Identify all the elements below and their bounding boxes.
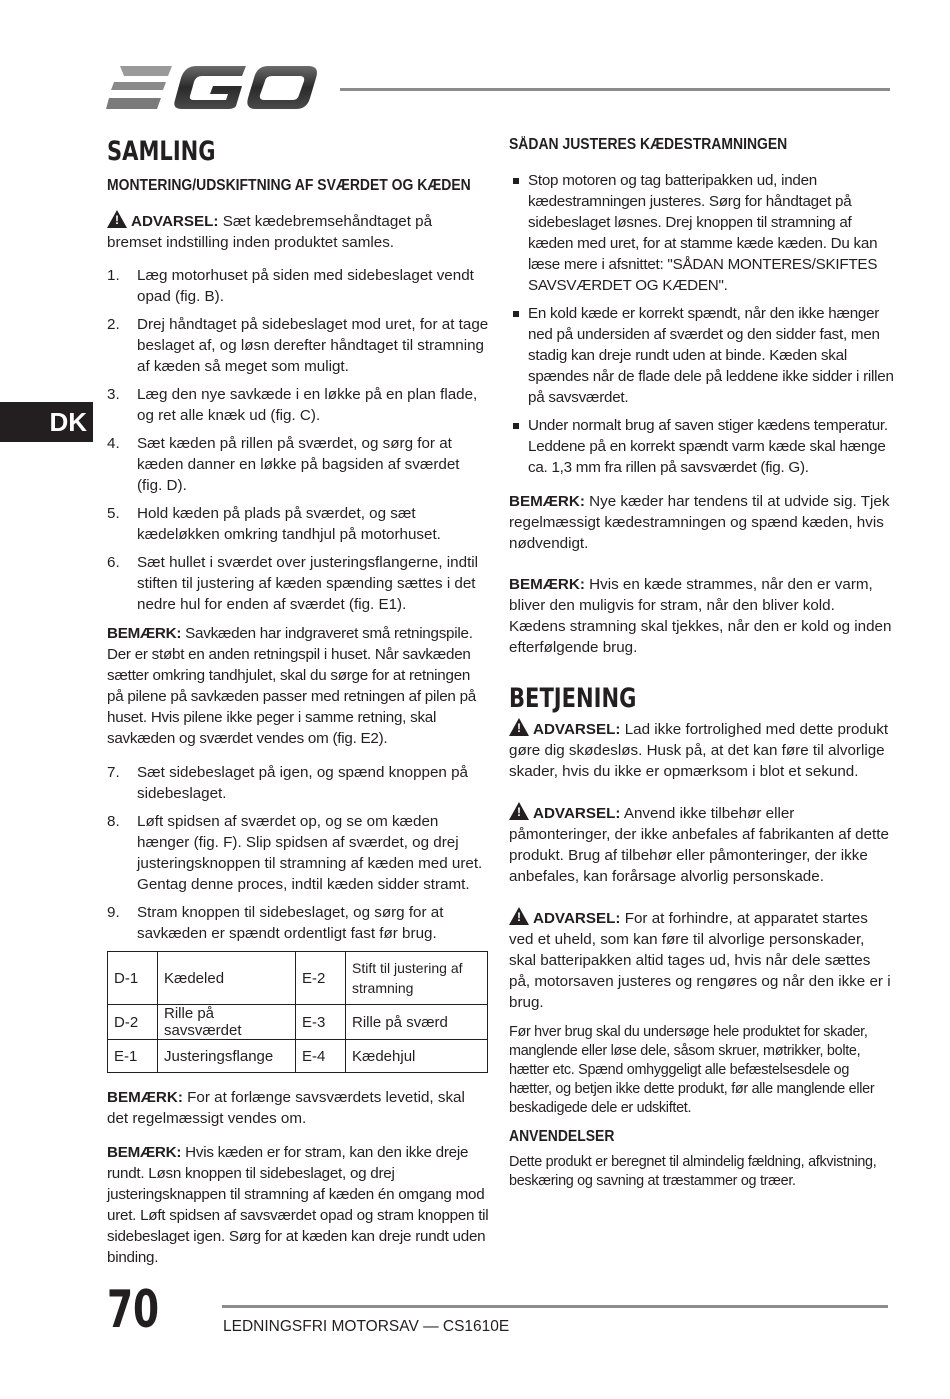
language-tab: DK xyxy=(0,402,93,442)
footer-rule xyxy=(222,1305,888,1308)
list-item: 4. Sæt kæden på rillen på sværdet, og sørg for at kæden danner en løkke på bagsiden af sværdet (fig. D). xyxy=(107,435,460,494)
right-column xyxy=(509,135,894,1191)
table-cell: Stift til justering af stramning xyxy=(346,952,488,1005)
table-cell: E-4 xyxy=(296,1040,346,1073)
warning-icon xyxy=(509,718,529,736)
table-cell: E-1 xyxy=(108,1040,158,1073)
section-title-betjening: BETJENING xyxy=(509,683,637,714)
table-row xyxy=(108,952,488,1005)
subsection-title-kaedestramning: SÅDAN JUSTERES KÆDESTRAMNINGEN xyxy=(509,136,788,153)
list-item: 5. Hold kæden på plads på sværdet, og sæt kædeløkken omkring tandhjul på motorhuset. xyxy=(107,505,441,543)
table-cell: Justeringsflange xyxy=(158,1040,296,1073)
table-cell: Kædeled xyxy=(158,952,296,1005)
list-item: Under normalt brug af saven stiger kædens temperatur. Leddene på en korrekt spændt varm kæde skal hænge ca. 1,3 mm fra rillen på savsværdet (fig. G). xyxy=(509,415,894,478)
table-cell: D-1 xyxy=(108,952,158,1005)
warning-paragraph: !ADVARSEL: Sæt kædebremsehåndtaget på bremset indstilling inden produktet samles. xyxy=(107,210,489,253)
list-item: 6. Sæt hullet i sværdet over justeringsflangerne, indtil stiften til justering af kæden spænding sættes i det nedre hul for enden af sværdet (fig. E1). xyxy=(107,554,479,613)
warning-icon xyxy=(107,210,127,228)
note-paragraph: BEMÆRK: Savkæden har indgraveret små retningspile. Der er støbt en anden retningspil i huset. Når savkæden sætter omkring tandhjulet, skal du sørge for at retningen på pilene på savkæden passer med retningen af pilen på huset. Hvis pilene ikke peger i samme retning, skal savkæden og sværdet vendes om (fig. E2). xyxy=(107,625,476,747)
table-cell: Rille på sværd xyxy=(346,1005,488,1040)
list-item: 2. Drej håndtaget på sidebeslaget mod uret, for at tage beslaget af, og løsn derefter håndtaget til stramning af kæden så meget som muligt. xyxy=(107,316,489,375)
table-cell: Kædehjul xyxy=(346,1040,488,1073)
tension-bullet-list xyxy=(509,170,894,478)
warning-icon xyxy=(509,802,529,820)
assembly-steps-list xyxy=(107,265,489,615)
subsection-title-montering: MONTERING/UDSKIFTNING AF SVÆRDET OG KÆDEN xyxy=(107,177,471,194)
note-paragraph: BEMÆRK: Nye kæder har tendens til at udvide sig. Tjek regelmæssigt kædestramningen og spænd kæden, hvis nødvendigt. xyxy=(509,493,890,552)
applications-paragraph: Dette produkt er beregnet til almindelig fældning, afkvistning, beskæring og savning at træstammer og træer. xyxy=(509,1154,877,1189)
list-item: 7. Sæt sidebeslaget på igen, og spænd knoppen på sidebeslaget. xyxy=(107,764,468,802)
page-number: 70 xyxy=(107,1280,160,1340)
list-item: 8. Løft spidsen af sværdet op, og se om kæden hænger (fig. F). Slip spidsen af sværdet, og drej justeringsknoppen til stramning af kæden med uret. Gentag denne proces, indtil kæden sidder stramt. xyxy=(107,813,483,893)
list-item: Stop motoren og tag batteripakken ud, inden kædestramningen justeres. Sørg for håndtaget på sidebeslaget løsnes. Drej knoppen til stramning af kæden med uret, for at stamme kæde kæden. Du kan læse mere i afsnittet: "SÅDAN MONTERES/SKIFTES SAVSVÆRDET OG KÆDEN". xyxy=(509,170,894,296)
table-cell: E-3 xyxy=(296,1005,346,1040)
ego-logo xyxy=(106,62,318,114)
warning-paragraph: !ADVARSEL: Anvend ikke tilbehør eller påmonteringer, der ikke anbefales af fabrikanten af dette produkt. Brug af tilbehør eller påmonteringer, der ikke anbefales, kan forårsage alvorlig personskade. xyxy=(509,802,894,887)
warning-paragraph: !ADVARSEL: For at forhindre, at apparatet startes ved et uheld, som kan føre til alvorlige personskader, skal batteripakken altid tages ud, hvis når dele sættes på, motorsaven justeres og rengøres og når den ikke er i brug. xyxy=(509,907,894,1013)
note-paragraph: BEMÆRK: Hvis en kæde strammes, når den er varm, bliver den muligvis for stram, når den bliver kold. Kædens stramning skal tjekkes, når den er kold og inden efterfølgende brug. xyxy=(509,576,892,656)
section-title-samling: SAMLING xyxy=(107,136,216,167)
subsection-title-anvendelser: ANVENDELSER xyxy=(509,1128,615,1145)
warning-icon xyxy=(509,907,529,925)
list-item: 1. Læg motorhuset på siden med sidebeslaget vendt opad (fig. B). xyxy=(107,267,474,305)
table-cell: Rille på savsværdet xyxy=(158,1005,296,1040)
list-item: 3. Læg den nye savkæde i en løkke på en plan flade, og ret alle knæk ud (fig. C). xyxy=(107,386,478,424)
table-row xyxy=(108,1040,488,1073)
footer-doc-title: LEDNINGSFRI MOTORSAV — CS1610E xyxy=(223,1318,510,1335)
note-paragraph: BEMÆRK: For at forlænge savsværdets levetid, skal det regelmæssigt vendes om. xyxy=(107,1089,465,1127)
inspection-paragraph: Før hver brug skal du undersøge hele produktet for skader, manglende eller løse dele, såsom skruer, møtrikker, bolte, hætter etc. Spænd omhyggeligt alle befæstelsesdele og hætter, og betjen ikke dette produkt, før alle manglende eller beskadigede dele er udskiftet. xyxy=(509,1024,875,1116)
table-cell: E-2 xyxy=(296,952,346,1005)
assembly-steps-list-continued xyxy=(107,762,489,944)
parts-table xyxy=(107,951,488,1073)
list-item: 9. Stram knoppen til sidebeslaget, og sørg for at savkæden er spændt ordentligt fast før brug. xyxy=(107,904,444,942)
list-item: En kold kæde er korrekt spændt, når den ikke hænger ned på undersiden af sværdet og den sidder fast, men stadig kan dreje rundt uden at binde. Kæden skal spændes når de flade dele på leddene ikke sidder i rillen på savsværdet. xyxy=(509,303,894,408)
left-column xyxy=(107,135,489,1268)
note-paragraph: BEMÆRK: Hvis kæden er for stram, kan den ikke dreje rundt. Løsn knoppen til sidebeslaget, og drej justeringsknappen til stramning af kæden én omgang mod uret. Løft spidsen af savsværdet opad og stram knoppen til sidebeslaget igen. Sørg for at kæden kan dreje rundt uden binding. xyxy=(107,1144,489,1266)
warning-paragraph: !ADVARSEL: Lad ikke fortrolighed med dette produkt gøre dig skødesløs. Husk på, at det kan føre til alvorlige skader, hvis du ikke er opmærksom i blot et sekund. xyxy=(509,718,894,782)
header-rule xyxy=(340,88,890,91)
table-row xyxy=(108,1005,488,1040)
table-cell: D-2 xyxy=(108,1005,158,1040)
